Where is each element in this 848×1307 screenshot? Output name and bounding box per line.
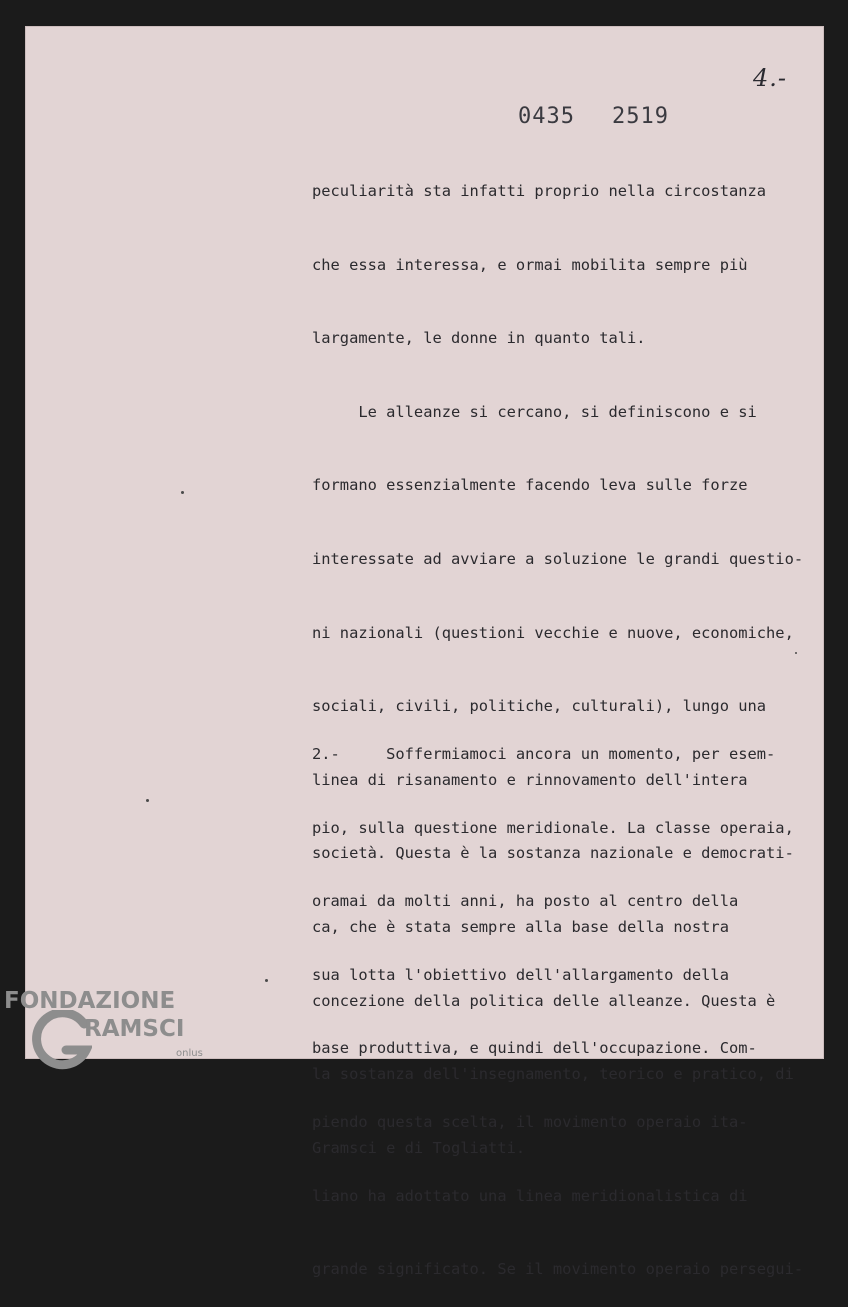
text-line: peculiarità sta infatti proprio nella circostanza xyxy=(312,182,767,200)
text-line: concezione della politica delle alleanze. Questa è xyxy=(312,991,776,1010)
text-line: formano essenzialmente facendo leva sulle forze xyxy=(312,476,748,495)
text-line: ni nazionali (questioni vecchie e nuove, economiche, xyxy=(312,623,794,642)
archive-number-right: 2519 xyxy=(612,104,669,129)
text-line: società. Questa è la sostanza nazionale e democrati- xyxy=(312,844,794,863)
speck-mark xyxy=(181,491,184,494)
fondazione-gramsci-watermark xyxy=(4,988,214,1076)
text-line: sociali, civili, politiche, culturali), lungo una xyxy=(312,697,767,716)
text-line: che essa interessa, e ormai mobilita sempre più xyxy=(312,255,748,274)
text-line: Le alleanze si cercano, si definiscono e si xyxy=(312,402,757,421)
paragraph-2 xyxy=(312,700,832,1307)
text-line: sua lotta l'obiettivo dell'allargamento della xyxy=(312,965,729,984)
text-line: piendo questa scelta, il movimento operaio ita- xyxy=(312,1112,748,1131)
speck-mark xyxy=(146,799,149,802)
watermark-line-1: FONDAZIONE xyxy=(4,988,176,1014)
text-line: base produttiva, e quindi dell'occupazione. Com- xyxy=(312,1039,757,1058)
archive-number-left: 0435 xyxy=(518,104,575,129)
gramsci-g-logo-icon xyxy=(32,1010,92,1074)
text-line: liano ha adottato una linea meridionalistica di xyxy=(312,1186,748,1205)
page-number: 4.- xyxy=(753,64,788,92)
text-line: linea di risanamento e rinnovamento dell'intera xyxy=(312,770,748,789)
watermark-line-3: onlus xyxy=(176,1048,203,1059)
text-line: la sostanza dell'insegnamento, teorico e pratico, di xyxy=(312,1065,794,1084)
text-line: interessate ad avviare a soluzione le grandi questio- xyxy=(312,549,804,568)
text-line: 2.- Soffermiamoci ancora un momento, per esem- xyxy=(312,745,776,763)
text-line: Gramsci e di Togliatti. xyxy=(312,1138,526,1157)
text-line: pio, sulla questione meridionale. La classe operaia, xyxy=(312,818,794,837)
text-line: largamente, le donne in quanto tali. xyxy=(312,329,646,348)
watermark-line-2: RAMSCI xyxy=(84,1016,185,1042)
text-line: grande significato. Se il movimento operaio persegui- xyxy=(312,1260,804,1279)
text-line: oramai da molti anni, ha posto al centro della xyxy=(312,892,739,911)
text-line: ca, che è stata sempre alla base della nostra xyxy=(312,917,729,936)
speck-mark xyxy=(265,979,268,982)
